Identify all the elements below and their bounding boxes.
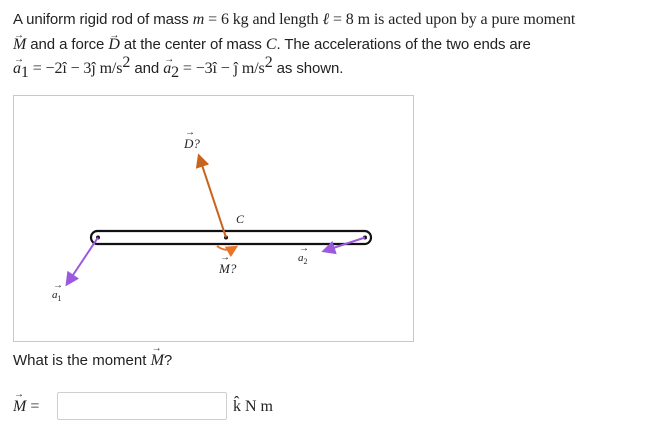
rod-diagram-svg (14, 96, 415, 343)
rod-diagram (13, 95, 414, 342)
rod (91, 231, 371, 244)
accel-a1-arrow (67, 238, 98, 285)
a2-label: → $a_2$ (298, 252, 308, 264)
force-arrow (199, 156, 226, 238)
moment-label: → M? (219, 261, 236, 277)
force-label: → D? (184, 136, 200, 152)
question-text: What is the moment → M? (13, 352, 172, 370)
problem-statement: A uniform rigid rod of mass m = 6 kg and length ℓ = 8 m is acted upon by a pure moment → M and a force → D at the center of mass C. The accelerations of the two ends are → $a_1$ = −2î − 3ĵ $m/s^2$ and → $a_2$ = −3î − ĵ $m/s^2$ as shown. (13, 8, 649, 82)
a1-label: → $a_1$ (52, 289, 62, 301)
answer-row (13, 390, 273, 422)
moment-answer-input[interactable] (57, 392, 227, 420)
center-label: C (236, 212, 245, 226)
answer-unit: k̂ N m (233, 398, 273, 415)
answer-label: → M = (13, 396, 57, 416)
moment-arrow (217, 246, 236, 250)
